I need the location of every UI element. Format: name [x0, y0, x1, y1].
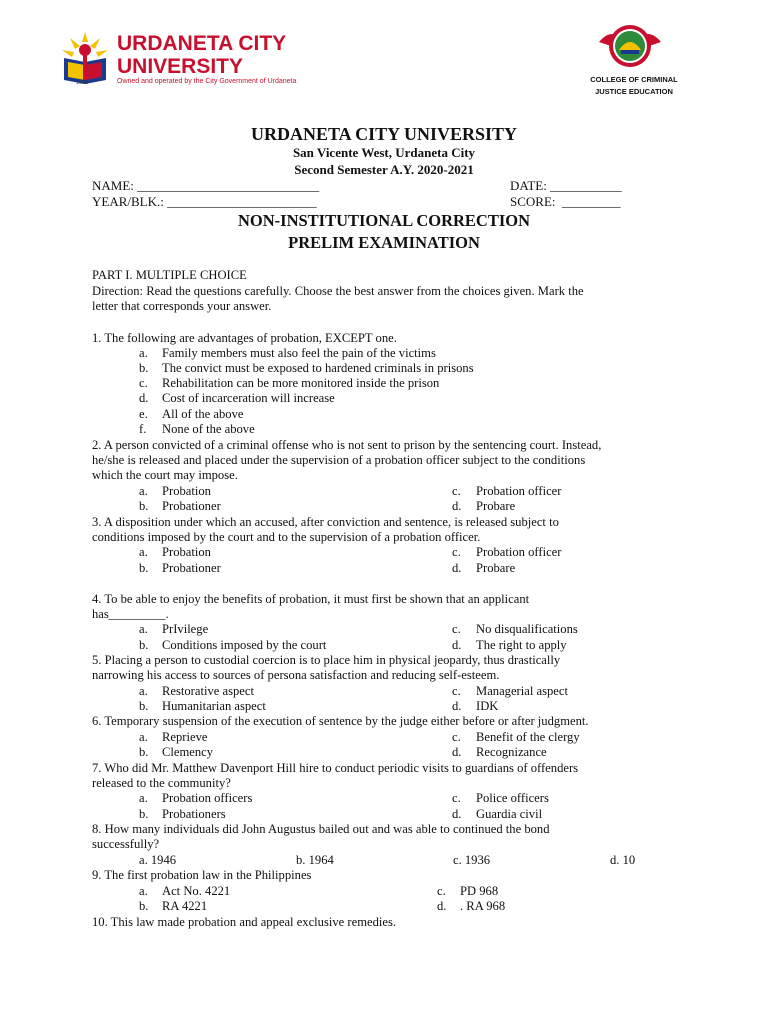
option-text: Probation: [162, 484, 211, 498]
option-letter: a.: [139, 346, 148, 360]
option-text: PrIvilege: [162, 622, 209, 636]
option-text: Guardia civil: [476, 807, 543, 821]
option-letter: d.: [452, 638, 462, 652]
option-letter: c.: [139, 376, 148, 390]
option-letter: e.: [139, 407, 148, 421]
option-text: Probation: [162, 545, 211, 559]
option-letter: b.: [139, 699, 149, 713]
option-letter: a.: [139, 791, 148, 805]
university-logo: [60, 30, 110, 86]
option-text: Reprieve: [162, 730, 208, 744]
semester: Second Semester A.Y. 2020-2021: [294, 162, 474, 177]
option-letter: d.: [139, 391, 149, 405]
option-text: d. 10: [610, 853, 636, 867]
option-text: Probationer: [162, 561, 221, 575]
option-text: Cost of incarceration will increase: [162, 391, 335, 405]
option-letter: d.: [452, 561, 462, 575]
option-text: Managerial aspect: [476, 684, 568, 698]
option-text: All of the above: [162, 407, 244, 421]
option-letter: f.: [139, 422, 147, 436]
option-text: The right to apply: [476, 638, 567, 652]
option-text: c. 1936: [453, 853, 491, 867]
exam-subject: NON-INSTITUTIONAL CORRECTION: [237, 211, 530, 230]
option-letter: a.: [139, 730, 148, 744]
option-text: a. 1946: [139, 853, 177, 867]
option-text: . RA 968: [460, 899, 506, 913]
option-text: Probationers: [162, 807, 226, 821]
university-wordmark: [117, 32, 286, 78]
option-letter: a.: [139, 545, 148, 559]
option-text: Humanitarian aspect: [162, 699, 266, 713]
part-heading: PART I. MULTIPLE CHOICE: [92, 268, 247, 282]
option-letter: c.: [452, 730, 461, 744]
option-text: Police officers: [476, 791, 549, 805]
option-text: Probation officer: [476, 484, 562, 498]
question-text: 8. How many individuals did John Augustus bailed out and was able to continued the bond: [92, 822, 550, 836]
option-letter: d.: [452, 699, 462, 713]
option-text: RA 4221: [162, 899, 208, 913]
college-name: [575, 74, 693, 98]
question-text: he/she is released and placed under the supervision of a probation officer subject to the conditions: [92, 453, 586, 467]
option-text: Recognizance: [476, 745, 547, 759]
option-letter: a.: [139, 622, 148, 636]
option-letter: b.: [139, 499, 149, 513]
year-block-field: YEAR/BLK.: _______________________: [92, 194, 317, 209]
option-letter: a.: [139, 884, 148, 898]
name-field: NAME: ____________________________: [92, 178, 320, 193]
question-text: successfully?: [92, 837, 160, 851]
college-line2: JUSTICE EDUCATION: [595, 87, 673, 96]
option-text: The convict must be exposed to hardened criminals in prisons: [162, 361, 474, 375]
option-letter: b.: [139, 899, 149, 913]
date-field: DATE: ___________: [510, 178, 622, 193]
option-text: Rehabilitation can be more monitored inside the prison: [162, 376, 440, 390]
question-text: released to the community?: [92, 776, 231, 790]
option-text: Probation officers: [162, 791, 253, 805]
option-letter: b.: [139, 361, 149, 375]
option-letter: b.: [139, 745, 149, 759]
direction-line: letter that corresponds your answer.: [92, 299, 272, 313]
option-letter: d.: [437, 899, 447, 913]
exam-type: PRELIM EXAMINATION: [288, 233, 480, 252]
option-letter: b.: [139, 807, 149, 821]
score-field: SCORE: _________: [510, 194, 621, 209]
option-text: Probare: [476, 499, 516, 513]
option-text: Probation officer: [476, 545, 562, 559]
option-letter: c.: [452, 791, 461, 805]
question-text: 1. The following are advantages of probation, EXCEPT one.: [92, 331, 397, 345]
option-text: Conditions imposed by the court: [162, 638, 327, 652]
option-text: IDK: [476, 699, 499, 713]
option-text: PD 968: [460, 884, 499, 898]
document-university-title: URDANETA CITY UNIVERSITY: [250, 124, 518, 144]
option-text: Probare: [476, 561, 516, 575]
option-text: No disqualifications: [476, 622, 578, 636]
question-text: 5. Placing a person to custodial coercion is to place him in physical jeopardy, thus drastically: [92, 653, 561, 667]
wordmark-line2: UNIVERSITY: [117, 55, 244, 78]
question-text: 7. Who did Mr. Matthew Davenport Hill hire to conduct periodic visits to guardians of offenders: [92, 761, 579, 775]
question-text: 6. Temporary suspension of the execution of sentence by the judge either before or after judgment.: [92, 714, 589, 728]
question-text: conditions imposed by the court and to the supervision of a probation officer.: [92, 530, 481, 544]
question-text: 10. This law made probation and appeal exclusive remedies.: [92, 915, 397, 929]
question-text: 3. A disposition under which an accused, after conviction and sentence, is released subject to: [92, 515, 559, 529]
option-letter: c.: [452, 545, 461, 559]
question-text: 9. The first probation law in the Philippines: [92, 868, 312, 882]
question-text: has_________.: [92, 607, 169, 621]
option-text: b. 1964: [296, 853, 334, 867]
logo-year: 1966: [76, 80, 89, 86]
option-letter: c.: [452, 622, 461, 636]
option-letter: c.: [452, 484, 461, 498]
option-text: Clemency: [162, 745, 214, 759]
option-letter: c.: [437, 884, 446, 898]
wordmark-line1: URDANETA CITY: [117, 32, 287, 55]
option-letter: c.: [452, 684, 461, 698]
option-text: Family members must also feel the pain of the victims: [162, 346, 436, 360]
address: San Vicente West, Urdaneta City: [292, 145, 476, 160]
option-text: None of the above: [162, 422, 255, 436]
direction-line: Direction: Read the questions carefully. Choose the best answer from the choices given. Mark the: [92, 284, 584, 298]
question-text: narrowing his access to sources of persona satisfaction and reducing self-esteem.: [92, 668, 500, 682]
option-text: Probationer: [162, 499, 221, 513]
option-letter: d.: [452, 499, 462, 513]
university-tagline: Owned and operated by the City Government of Urdaneta: [117, 78, 297, 85]
college-line1: COLLEGE OF CRIMINAL: [590, 75, 678, 84]
question-text: 4. To be able to enjoy the benefits of probation, it must first be shown that an applicant: [92, 592, 530, 606]
question-text: which the court may impose.: [92, 468, 238, 482]
question-text: 2. A person convicted of a criminal offense who is not sent to prison by the sentencing court. Instead,: [92, 438, 602, 452]
option-letter: d.: [452, 807, 462, 821]
option-text: Act No. 4221: [162, 884, 231, 898]
option-letter: a.: [139, 484, 148, 498]
college-seal: [597, 22, 663, 70]
option-letter: a.: [139, 684, 148, 698]
option-text: Restorative aspect: [162, 684, 254, 698]
option-letter: b.: [139, 638, 149, 652]
option-letter: d.: [452, 745, 462, 759]
option-letter: b.: [139, 561, 149, 575]
option-text: Benefit of the clergy: [476, 730, 580, 744]
